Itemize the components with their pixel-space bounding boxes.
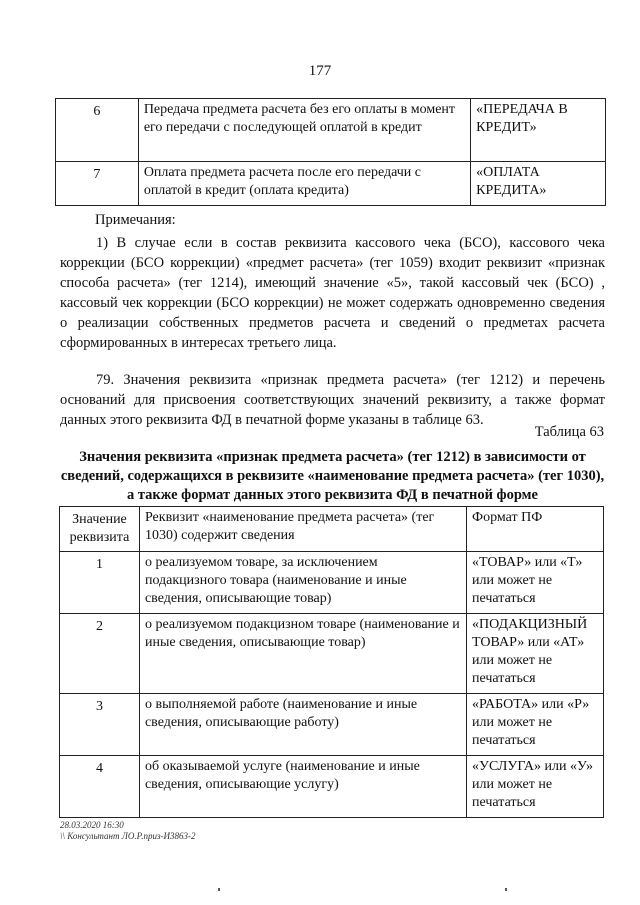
header-description: Реквизит «наименование предмета расчета» (тег 1030) содержит сведения xyxy=(139,507,466,552)
row-number: 7 xyxy=(56,162,139,206)
row-number: 1 xyxy=(60,552,140,614)
table-63 xyxy=(59,506,604,818)
table-header-row xyxy=(60,507,604,552)
row-format: «ТОВАР» или «Т» или может не печататься xyxy=(467,552,604,614)
table-row xyxy=(56,99,606,162)
row-description: о реализуемом товаре, за исключением подакцизного товара (наименование и иные сведения, описывающие товар) xyxy=(139,552,466,614)
row-number: 2 xyxy=(60,614,140,694)
row-format: «ОПЛАТА КРЕДИТА» xyxy=(471,162,606,206)
row-description: об оказываемой услуге (наименование и иные сведения, описывающие услугу) xyxy=(139,756,466,818)
row-description: Оплата предмета расчета после его передачи с оплатой в кредит (оплата кредита) xyxy=(138,162,470,206)
row-description: Передача предмета расчета без его оплаты в момент его передачи с последующей оплатой в кредит xyxy=(138,99,470,162)
row-format: «ПЕРЕДАЧА В КРЕДИТ» xyxy=(471,99,606,162)
row-format: «РАБОТА» или «Р» или может не печататься xyxy=(467,694,604,756)
table-title: Значения реквизита «признак предмета расчета» (тег 1212) в зависимости от сведений, содержащихся в реквизите «наименование предмета расчета» (тег 1030), а также формат данных этого реквизита ФД в печатной форме xyxy=(60,449,605,503)
header-value: Значение реквизита xyxy=(60,507,140,552)
row-number: 3 xyxy=(60,694,140,756)
notes-heading: Примечания: xyxy=(95,212,176,228)
note-1: 1) В случае если в состав реквизита кассового чека (БСО), кассового чека коррекции (БСО коррекции) «предмет расчета» (тег 1059) входит реквизит «признак способа расчета» (тег 1214), имеющий значение «5», такой кассовый чек (БСО) , кассовый чек коррекции (БСО коррекции) не может содержать одновременно сведения о реализации собственных предметов расчета и сведений о предметах расчета сформированных в интересах третьего лица. xyxy=(60,235,605,351)
page-number: 177 xyxy=(308,63,332,79)
row-description: о выполняемой работе (наименование и иные сведения, описывающие работу) xyxy=(139,694,466,756)
table-caption: Таблица 63 xyxy=(534,424,604,440)
table-row xyxy=(60,694,604,756)
footer-file-path: \\ Консультант ЛО.Р.приз-И3863-2 xyxy=(60,831,196,841)
table-row xyxy=(60,552,604,614)
row-number: 4 xyxy=(60,756,140,818)
row-description: о реализуемом подакцизном товаре (наименование и иные сведения, описывающие товар) xyxy=(139,614,466,694)
footer-timestamp: 28.03.2020 16:30 xyxy=(60,820,124,830)
row-format: «УСЛУГА» или «У» или может не печататься xyxy=(467,756,604,818)
header-format: Формат ПФ xyxy=(467,507,604,552)
table-row xyxy=(56,162,606,206)
row-format: «ПОДАКЦИЗНЫЙ ТОВАР» или «АТ» или может не печататься xyxy=(467,614,604,694)
row-number: 6 xyxy=(56,99,139,162)
continued-table xyxy=(55,98,606,206)
table-row xyxy=(60,614,604,694)
paragraph-79: 79. Значения реквизита «признак предмета расчета» (тег 1212) и перечень оснований для присвоения соответствующих значений реквизиту, а также формат данных этого реквизита ФД в печатной форме указаны в таблице 63. xyxy=(60,372,605,428)
scan-mark xyxy=(218,888,220,891)
scan-mark xyxy=(505,888,507,891)
table-row xyxy=(60,756,604,818)
